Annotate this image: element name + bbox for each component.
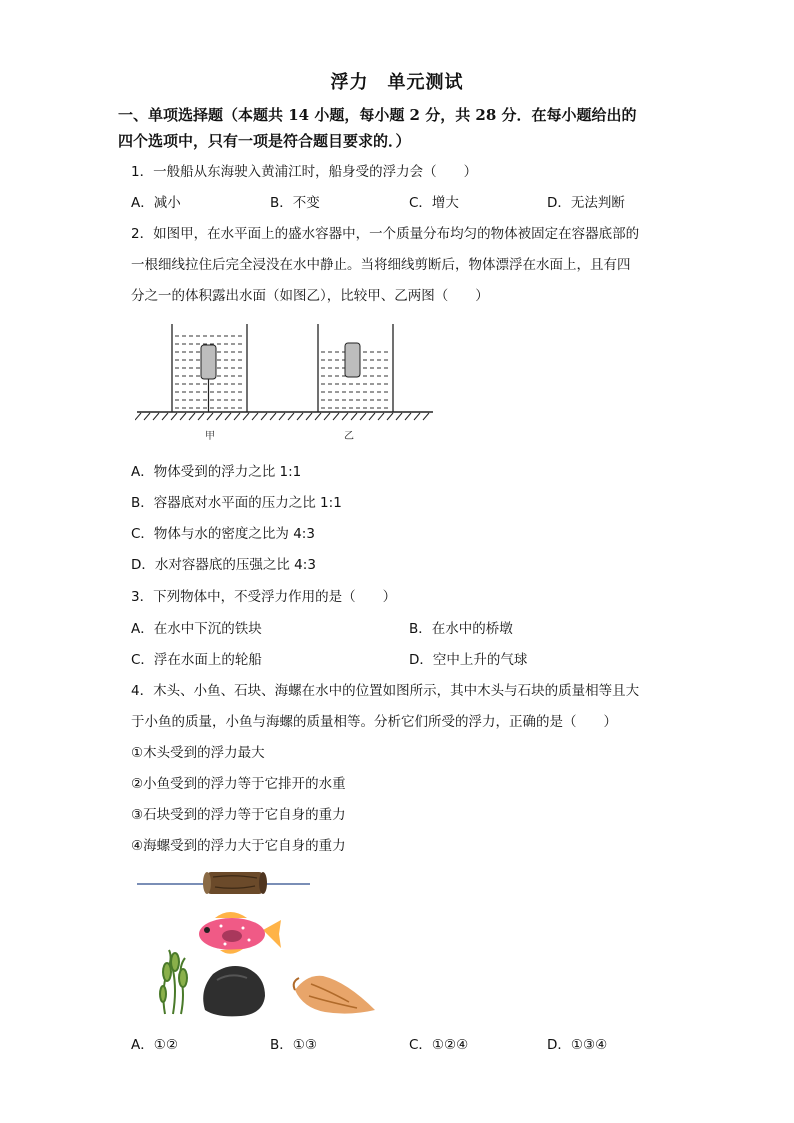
section-heading-line1: 一、单项选择题（本题共 14 小题，每小题 2 分，共 28 分．在每小题给出的 [118,106,637,124]
q2-option-a[interactable]: A．物体受到的浮力之比 1:1 [131,464,302,480]
section-heading-line2: 四个选项中，只有一项是符合题目要求的．） [118,132,411,150]
q4-statement-1: ①木头受到的浮力最大 [131,745,265,761]
object-yi [345,343,360,377]
ground [135,412,433,420]
question-4-stem-line1: 4．木头、小鱼、石块、海螺在水中的位置如图所示，其中木头与石块的质量相等且大 [131,683,640,699]
q1-option-a[interactable]: A．减小 [131,195,181,211]
container-diagram [135,318,440,453]
q4-option-d[interactable]: D．①③④ [547,1037,608,1053]
seaweed-icon [160,950,187,1014]
conch-shell-icon [294,976,375,1014]
underwater-scene [135,862,385,1022]
fish-icon [199,912,281,954]
container-jia [172,324,247,412]
question-4-stem-line2: 于小鱼的质量，小鱼与海螺的质量相等。分析它们所受的浮力，正确的是（ ） [131,714,617,730]
question-2-stem-line3: 分之一的体积露出水面（如图乙），比较甲、乙两图（ ） [131,288,489,304]
q4-option-a[interactable]: A．①② [131,1037,178,1053]
q4-statement-4: ④海螺受到的浮力大于它自身的重力 [131,838,346,854]
question-3-stem: 3．下列物体中，不受浮力作用的是（ ） [131,589,397,605]
question-2-stem-line1: 2．如图甲，在水平面上的盛水容器中，一个质量分布均匀的物体被固定在容器底部的 [131,226,640,242]
q4-statement-2: ②小鱼受到的浮力等于它排开的水重 [131,776,346,792]
q2-option-d[interactable]: D．水对容器底的压强之比 4:3 [131,557,316,573]
q3-option-a[interactable]: A．在水中下沉的铁块 [131,621,262,637]
object-jia [201,345,216,379]
question-2-stem-line2: 一根细线拉住后完全浸没在水中静止。当将细线剪断后，物体漂浮在水面上，且有四 [131,257,631,273]
wood-log-icon [203,872,267,894]
container-yi [318,324,393,412]
label-jia: 甲 [205,431,215,442]
q3-option-b[interactable]: B．在水中的桥墩 [409,621,513,637]
rock-icon [203,966,265,1016]
q4-option-b[interactable]: B．①③ [270,1037,317,1053]
q1-option-d[interactable]: D．无法判断 [547,195,625,211]
q3-option-c[interactable]: C．浮在水面上的轮船 [131,652,262,668]
q2-option-b[interactable]: B．容器底对水平面的压力之比 1:1 [131,495,342,511]
q4-option-c[interactable]: C．①②④ [409,1037,469,1053]
page-title: 浮力 单元测试 [330,72,464,93]
label-yi: 乙 [344,431,354,442]
q2-option-c[interactable]: C．物体与水的密度之比为 4:3 [131,526,315,542]
q1-option-c[interactable]: C．增大 [409,195,459,211]
question-1-stem: 1．一般船从东海驶入黄浦江时，船身受的浮力会（ ） [131,164,478,180]
q1-option-b[interactable]: B．不变 [270,195,320,211]
q4-statement-3: ③石块受到的浮力等于它自身的重力 [131,807,346,823]
q3-option-d[interactable]: D．空中上升的气球 [409,652,528,668]
